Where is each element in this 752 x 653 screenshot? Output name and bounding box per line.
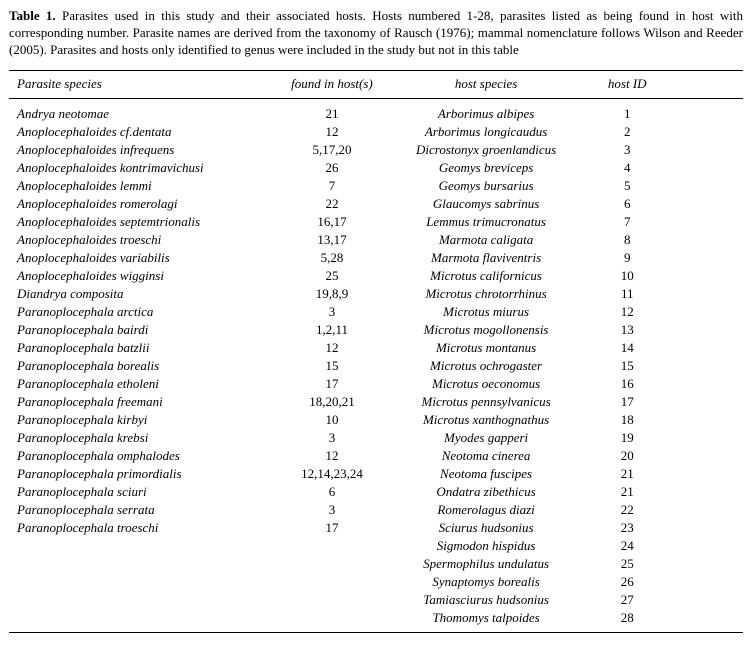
host-species-cell: Microtus californicus — [430, 267, 542, 283]
table-row — [9, 213, 743, 231]
parasite-species-cell — [9, 555, 273, 573]
found-in-hosts-cell: 17 — [325, 375, 339, 391]
host-id-cell: 3 — [624, 141, 631, 157]
host-id-cell: 20 — [620, 447, 634, 463]
parasite-species-cell: Andrya neotomae — [17, 105, 110, 121]
host-id-cell: 15 — [620, 357, 634, 373]
host-id-cell: 14 — [620, 339, 634, 355]
found-in-hosts-cell — [273, 573, 390, 591]
table-header — [9, 70, 743, 98]
host-id-cell: 10 — [620, 267, 634, 283]
table-row — [9, 573, 743, 591]
table-row — [9, 447, 743, 465]
parasite-species-cell: Anoplocephaloides kontrimavichusi — [17, 159, 204, 175]
found-in-hosts-cell: 15 — [325, 357, 339, 373]
found-in-hosts-cell: 3 — [328, 501, 336, 517]
host-species-cell: Sigmodon hispidus — [436, 537, 536, 553]
found-in-hosts-cell: 18,20,21 — [309, 393, 355, 409]
host-id-cell: 17 — [620, 393, 634, 409]
host-species-cell: Microtus miurus — [443, 303, 529, 319]
found-in-hosts-cell: 5,28 — [320, 249, 344, 265]
parasite-species-cell: Paranoplocephala troeschi — [17, 519, 159, 535]
found-in-hosts-cell: 3 — [328, 429, 336, 445]
table-row — [9, 483, 743, 501]
table-row — [9, 195, 743, 213]
table-row — [9, 231, 743, 249]
parasite-species-cell — [9, 591, 273, 609]
parasite-species-cell: Anoplocephaloides romerolagi — [17, 195, 178, 211]
table-row — [9, 159, 743, 177]
parasite-species-cell: Diandrya composita — [17, 285, 124, 301]
table-row — [9, 357, 743, 375]
host-id-cell: 2 — [624, 123, 631, 139]
table-row — [9, 519, 743, 537]
host-id-cell: 18 — [620, 411, 634, 427]
host-id-cell: 8 — [624, 231, 631, 247]
table-row — [9, 591, 743, 609]
host-species-cell: Romerolagus diazi — [437, 501, 535, 517]
host-id-cell: 21 — [620, 483, 634, 499]
host-species-cell: Neotoma fuscipes — [440, 465, 533, 481]
table-row — [9, 321, 743, 339]
found-in-hosts-cell: 12,14,23,24 — [301, 465, 363, 481]
found-in-hosts-cell — [273, 609, 390, 633]
table-row — [9, 501, 743, 519]
parasite-species-cell: Anoplocephaloides lemmi — [17, 177, 152, 193]
parasite-species-cell: Paranoplocephala sciuri — [17, 483, 147, 499]
host-species-cell: Microtus oeconomus — [431, 375, 541, 391]
table-row — [9, 177, 743, 195]
table-row — [9, 555, 743, 573]
table-caption — [9, 8, 743, 59]
found-in-hosts-cell: 12 — [325, 123, 339, 139]
found-in-hosts-cell: 6 — [328, 483, 336, 499]
parasite-species-cell — [9, 537, 273, 555]
host-id-cell: 22 — [620, 501, 634, 517]
found-in-hosts-cell: 3 — [328, 303, 336, 319]
host-species-cell: Synaptomys borealis — [432, 573, 540, 589]
found-in-hosts-cell: 12 — [325, 339, 339, 355]
parasite-species-cell: Paranoplocephala arctica — [17, 303, 154, 319]
found-in-hosts-cell: 7 — [328, 177, 336, 193]
found-in-hosts-cell: 26 — [325, 159, 339, 175]
found-in-hosts-cell: 1,2,11 — [315, 321, 348, 337]
table-row — [9, 537, 743, 555]
found-in-hosts-cell — [273, 591, 390, 609]
parasite-species-cell: Paranoplocephala borealis — [17, 357, 160, 373]
parasite-species-cell — [9, 609, 273, 633]
caption-text: Parasites used in this study and their associated hosts. Hosts numbered 1-28, parasites listed as being found in host with corresponding number. Parasite names are derived from the taxonomy of Rausch (1976); mammal nomenclature follows Wilson and Reeder (2005). Parasites and hosts only identified to genus were included in the study but not in this table — [9, 8, 743, 57]
host-id-cell: 4 — [624, 159, 631, 175]
table-row — [9, 393, 743, 411]
table-row — [9, 375, 743, 393]
host-id-cell: 11 — [620, 285, 634, 301]
parasite-species-cell: Paranoplocephala krebsi — [17, 429, 149, 445]
parasite-species-cell: Paranoplocephala serrata — [17, 501, 155, 517]
host-id-cell: 21 — [620, 465, 634, 481]
table-body — [9, 98, 743, 632]
header-host-species: host species — [391, 70, 582, 98]
parasite-species-cell: Anoplocephaloides infrequens — [17, 141, 175, 157]
host-id-cell: 19 — [620, 429, 634, 445]
host-id-cell: 1 — [624, 105, 631, 121]
parasite-host-table — [9, 70, 743, 633]
host-id-cell: 6 — [624, 195, 631, 211]
parasite-species-cell: Paranoplocephala etholeni — [17, 375, 159, 391]
host-species-cell: Microtus pennsylvanicus — [421, 393, 551, 409]
host-species-cell: Glaucomys sabrinus — [432, 195, 540, 211]
host-id-cell: 25 — [620, 555, 634, 571]
found-in-hosts-cell: 16,17 — [317, 213, 347, 229]
parasite-species-cell: Paranoplocephala primordialis — [17, 465, 182, 481]
table-row — [9, 285, 743, 303]
host-species-cell: Arborimus longicaudus — [424, 123, 548, 139]
header-found-in-hosts: found in host(s) — [273, 70, 390, 98]
host-species-cell: Sciurus hudsonius — [438, 519, 534, 535]
header-row — [9, 70, 743, 98]
header-host-id: host ID — [582, 70, 744, 98]
table-row — [9, 141, 743, 159]
found-in-hosts-cell: 22 — [325, 195, 339, 211]
table-row — [9, 465, 743, 483]
found-in-hosts-cell: 17 — [325, 519, 339, 535]
host-species-cell: Neotoma cinerea — [441, 447, 531, 463]
host-id-cell: 16 — [620, 375, 634, 391]
parasite-species-cell: Anoplocephaloides wigginsi — [17, 267, 164, 283]
host-id-cell: 28 — [620, 609, 634, 625]
host-id-cell: 13 — [620, 321, 634, 337]
host-species-cell: Geomys bursarius — [438, 177, 534, 193]
host-species-cell: Microtus xanthognathus — [422, 411, 550, 427]
table-row — [9, 339, 743, 357]
table-row — [9, 267, 743, 285]
host-species-cell: Marmota flaviventris — [431, 249, 542, 265]
parasite-species-cell: Paranoplocephala omphalodes — [17, 447, 180, 463]
host-species-cell: Lemmus trimucronatus — [426, 213, 546, 229]
host-id-cell: 12 — [620, 303, 634, 319]
parasite-species-cell: Paranoplocephala freemani — [17, 393, 163, 409]
host-id-cell: 5 — [624, 177, 631, 193]
found-in-hosts-cell: 21 — [325, 105, 339, 121]
found-in-hosts-cell: 19,8,9 — [315, 285, 349, 301]
table-row — [9, 98, 743, 123]
parasite-species-cell: Anoplocephaloides troeschi — [17, 231, 162, 247]
table-row — [9, 303, 743, 321]
host-id-cell: 24 — [620, 537, 634, 553]
host-id-cell: 9 — [624, 249, 631, 265]
table-row — [9, 429, 743, 447]
parasite-species-cell: Anoplocephaloides septemtrionalis — [17, 213, 201, 229]
found-in-hosts-cell — [273, 555, 390, 573]
parasite-species-cell: Paranoplocephala bairdi — [17, 321, 149, 337]
host-species-cell: Ondatra zibethicus — [436, 483, 536, 499]
table-row — [9, 609, 743, 633]
host-species-cell: Arborimus albipes — [437, 105, 535, 121]
host-species-cell: Geomys breviceps — [438, 159, 534, 175]
found-in-hosts-cell: 5,17,20 — [312, 141, 352, 157]
table-row — [9, 411, 743, 429]
table-row — [9, 249, 743, 267]
caption-label: Table 1. — [9, 8, 56, 23]
host-species-cell: Microtus ochrogaster — [430, 357, 543, 373]
host-species-cell: Myodes gapperi — [444, 429, 529, 445]
found-in-hosts-cell — [273, 537, 390, 555]
host-id-cell: 26 — [620, 573, 634, 589]
table-row — [9, 123, 743, 141]
header-parasite-species: Parasite species — [9, 70, 273, 98]
parasite-species-cell: Anoplocephaloides variabilis — [17, 249, 170, 265]
parasite-species-cell: Anoplocephaloides cf.dentata — [17, 123, 172, 139]
parasite-species-cell: Paranoplocephala batzlii — [17, 339, 150, 355]
host-species-cell: Dicrostonyx groenlandicus — [415, 141, 557, 157]
parasite-species-cell — [9, 573, 273, 591]
host-species-cell: Thomomys talpoides — [432, 609, 540, 625]
host-id-cell: 7 — [624, 213, 631, 229]
host-species-cell: Tamiasciurus hudsonius — [423, 591, 549, 607]
found-in-hosts-cell: 10 — [325, 411, 339, 427]
found-in-hosts-cell: 25 — [325, 267, 339, 283]
host-id-cell: 27 — [620, 591, 634, 607]
host-id-cell: 23 — [620, 519, 634, 535]
found-in-hosts-cell: 13,17 — [317, 231, 347, 247]
host-species-cell: Microtus mogollonensis — [423, 321, 549, 337]
found-in-hosts-cell: 12 — [325, 447, 339, 463]
host-species-cell: Microtus montanus — [435, 339, 537, 355]
host-species-cell: Microtus chrotorrhinus — [425, 285, 547, 301]
parasite-species-cell: Paranoplocephala kirbyi — [17, 411, 148, 427]
host-species-cell: Spermophilus undulatus — [423, 555, 550, 571]
host-species-cell: Marmota caligata — [438, 231, 534, 247]
